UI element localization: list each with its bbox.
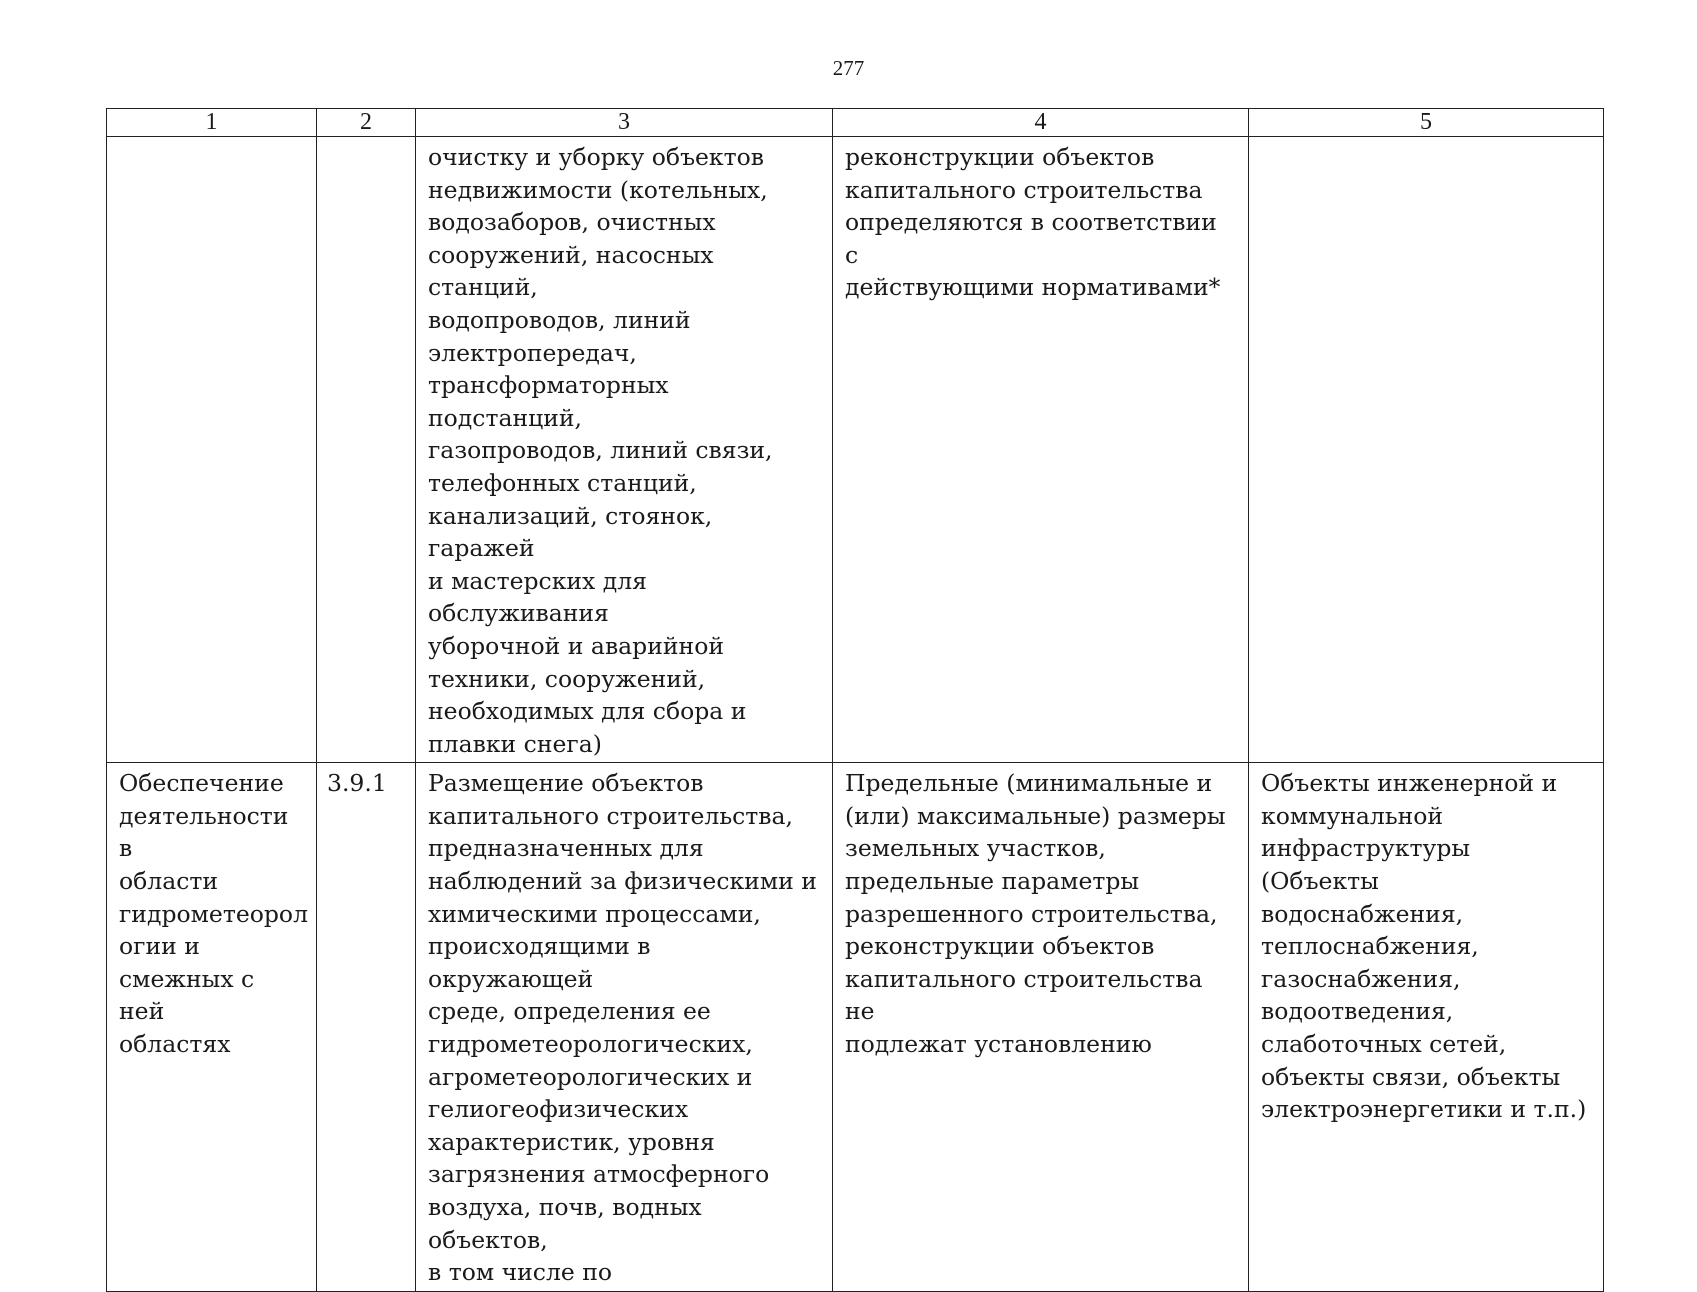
cell-text: Обеспечение деятельности в области гидрометеорол огии и смежных с ней областях [119, 769, 308, 1059]
cell-related-objects [1249, 763, 1604, 1292]
cell-use-type [107, 137, 317, 763]
cell-text: 3.9.1 [327, 769, 387, 798]
cell-parameters [833, 763, 1249, 1292]
cell-parameters [833, 137, 1249, 763]
cell-code [317, 763, 416, 1292]
column-header-3: 3 [416, 109, 833, 137]
column-header-1: 1 [107, 109, 317, 137]
cell-text: очистку и уборку объектов недвижимости (котельных, водозаборов, очистных сооружений, насосных станций, водопроводов, линий электропередач, трансформаторных подстанций, газопроводов, линий связи, телефонных станций, канализаций, стоянок, гаражей и мастерских для обслуживания уборочной и аварийной техники, сооружений, необходимых для сбора и плавки снега) [428, 143, 773, 758]
page-number: 277 [832, 56, 865, 80]
cell-text: Объекты инженерной и коммунальной инфраструктуры (Объекты водоснабжения, теплоснабжения, газоснабжения, водоотведения, слаботочных сетей, объекты связи, объекты электроэнергетики и т.п.) [1261, 769, 1587, 1124]
table-row [107, 763, 1604, 1292]
cell-use-type [107, 763, 317, 1292]
land-use-table [106, 108, 1604, 1292]
cell-text: Предельные (минимальные и (или) максимальные) размеры земельных участков, предельные параметры разрешенного строительства, реконструкции объектов капитального строительства не подлежат установлению [845, 769, 1226, 1059]
table-row [107, 137, 1604, 763]
table-header-row [107, 109, 1604, 137]
cell-description [416, 763, 833, 1292]
cell-code [317, 137, 416, 763]
column-header-5: 5 [1249, 109, 1604, 137]
cell-text: реконструкции объектов капитального строительства определяются в соответствии с действующими нормативами* [845, 143, 1221, 302]
column-header-4: 4 [833, 109, 1249, 137]
column-header-2: 2 [317, 109, 416, 137]
cell-text: Размещение объектов капитального строительства, предназначенных для наблюдений за физическими и химическими процессами, происходящими в окружающей среде, определения ее гидрометеорологических, агрометеорологических и гелиогеофизических характеристик, уровня загрязнения атмосферного воздуха, почв, водных объектов, в том числе по [428, 769, 817, 1287]
cell-description [416, 137, 833, 763]
cell-related-objects [1249, 137, 1604, 763]
